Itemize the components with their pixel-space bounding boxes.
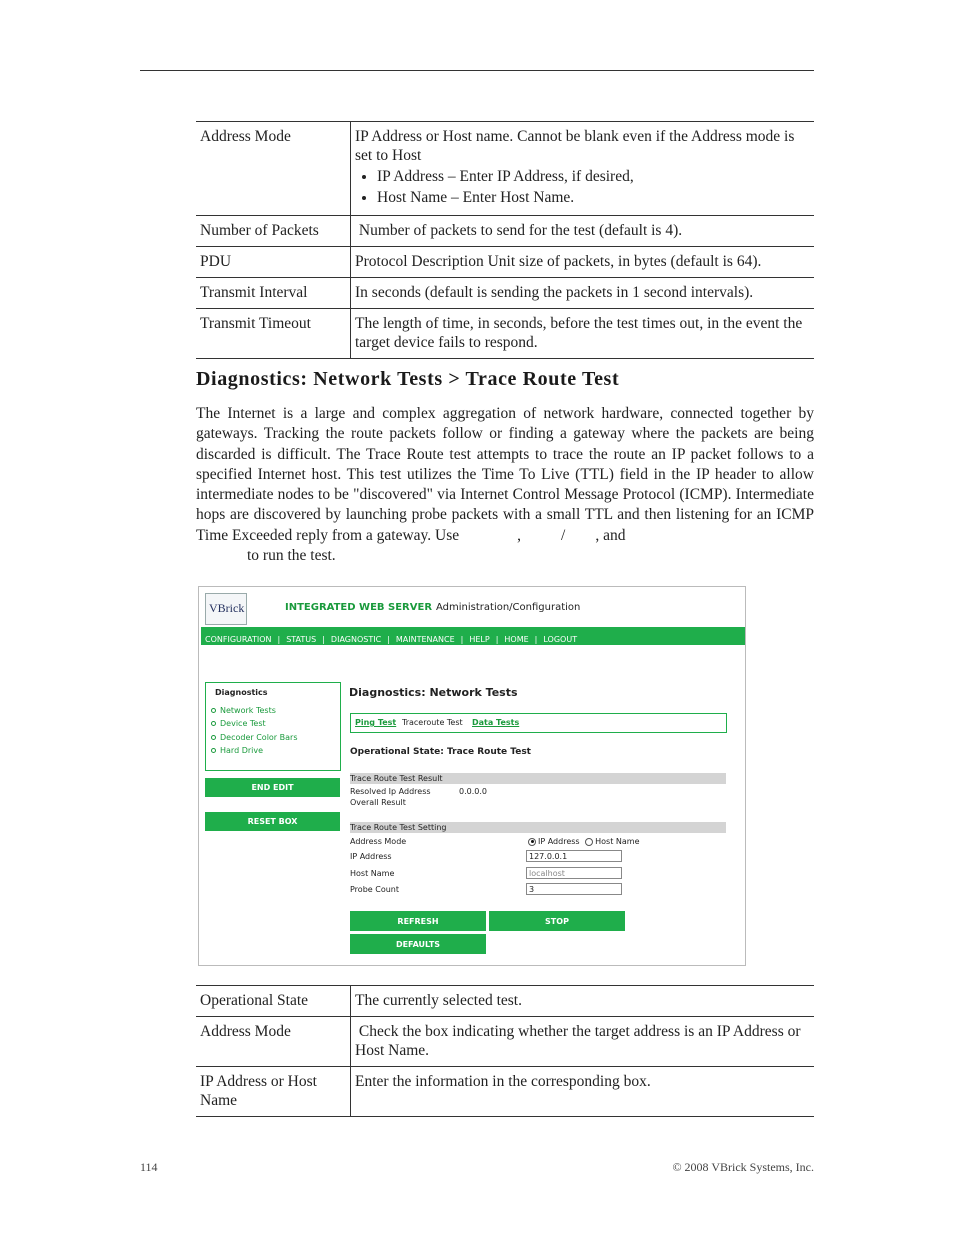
term-cell: Transmit Timeout (196, 309, 351, 359)
term-cell: Transmit Interval (196, 278, 351, 309)
radio-host-label: Host Name (595, 837, 640, 846)
sidebar-item-label: Decoder Color Bars (220, 733, 298, 742)
nav-help[interactable]: HELP (469, 635, 490, 644)
sidebar-item-network-tests[interactable] (211, 706, 276, 715)
term-cell: IP Address or Host Name (196, 1067, 351, 1117)
setting-header-label: Trace Route Test Setting (350, 823, 447, 832)
reset-box-button[interactable]: RESET BOX (205, 812, 340, 831)
description-cell: Protocol Description Unit size of packets, in bytes (default is 64). (355, 253, 762, 270)
table-row (196, 122, 814, 216)
body-paragraph (196, 404, 814, 566)
sidebar-title: Diagnostics (215, 688, 268, 697)
list-item: • IP Address – Enter IP Address, if desired, (377, 167, 810, 186)
end-edit-button[interactable]: END EDIT (205, 778, 340, 797)
sidebar-item-hard-drive[interactable] (211, 746, 263, 755)
nav-configuration[interactable]: CONFIGURATION (205, 635, 272, 644)
page-title: Diagnostics: Network Tests (349, 686, 518, 699)
term-cell: Number of Packets (196, 216, 351, 247)
setting-header (350, 822, 726, 833)
probe-count-label: Probe Count (350, 885, 399, 894)
nav-logout[interactable]: LOGOUT (543, 635, 578, 644)
radio-ip-label: IP Address (538, 837, 580, 846)
address-mode-label: Address Mode (350, 837, 407, 846)
description-cell: The currently selected test. (355, 992, 522, 1009)
operational-state: Operational State: Trace Route Test (350, 747, 531, 757)
app-subtitle: Administration/Configuration (436, 602, 581, 613)
field-table (196, 985, 814, 1117)
copyright: © 2008 VBrick Systems, Inc. (672, 1160, 814, 1174)
section-heading: Diagnostics: Network Tests > Trace Route Test (196, 368, 620, 390)
table-row (196, 278, 814, 309)
table-row (196, 247, 814, 278)
defaults-button[interactable]: DEFAULTS (350, 934, 486, 954)
parameter-table (196, 121, 814, 359)
description-cell: The length of time, in seconds, before the test times out, in the event the target device fails to respond. (355, 315, 803, 351)
host-name-input[interactable]: localhost (526, 867, 622, 879)
refresh-button[interactable]: REFRESH (350, 911, 486, 931)
description-text: IP Address or Host name. Cannot be blank even if the Address mode is set to Host (355, 128, 795, 164)
radio-host-name[interactable] (585, 838, 593, 846)
nav-diagnostic[interactable]: DIAGNOSTIC (330, 635, 382, 644)
table-row (196, 986, 814, 1017)
term-cell: Address Mode (196, 1017, 351, 1067)
host-name-label: Host Name (350, 869, 395, 878)
body-text-slash: / (561, 526, 566, 544)
sidebar-item-device-test[interactable] (211, 719, 266, 728)
result-header (350, 773, 726, 784)
ip-address-input[interactable]: 127.0.0.1 (526, 850, 622, 862)
body-text-and: , and (595, 526, 626, 544)
table-row (196, 216, 814, 247)
nav-maintenance[interactable]: MAINTENANCE (395, 635, 455, 644)
body-text-end: to run the test. (247, 547, 336, 565)
bullet-icon (211, 708, 216, 713)
nav-status[interactable]: STATUS (286, 635, 317, 644)
description-cell (351, 122, 815, 216)
body-text: The Internet is a large and complex aggregation of network hardware, connected together by gateways. Tracking the route packets follow or finding a gateway where the packets are being discarded is difficult. The Trace Route test attempts to trace the route an IP packet follows to a specified Internet host. This test utilizes the Time To Live (TTL) field in the IP header to allow intermediate nodes to be "discovered" via Internet Control Message Protocol (ICMP). Intermediate hops are discovered by launching probe packets with a small TTL and then listening for an ICMP Time Exceeded reply from a gateway. Use (196, 405, 814, 544)
term-cell: PDU (196, 247, 351, 278)
table-row (196, 1067, 814, 1117)
address-mode-radios (528, 837, 640, 846)
radio-ip-address[interactable] (528, 838, 536, 846)
description-cell: Check the box indicating whether the target address is an IP Address or Host Name. (355, 1023, 805, 1059)
description-cell: Number of packets to send for the test (default is 4). (355, 222, 683, 239)
description-cell: Enter the information in the corresponding box. (355, 1073, 651, 1090)
nav-home[interactable]: HOME (504, 635, 529, 644)
sidebar-item-decoder-color-bars[interactable] (211, 733, 297, 742)
web-server-screenshot (198, 586, 746, 966)
description-cell: In seconds (default is sending the packets in 1 second intervals). (355, 284, 754, 301)
tab-traceroute-test: Traceroute Test (402, 718, 463, 727)
resolved-ip-label: Resolved Ip Address (350, 787, 431, 796)
sidebar-item-label: Network Tests (220, 706, 276, 715)
term-cell: Address Mode (196, 122, 351, 216)
app-title: INTEGRATED WEB SERVER (285, 602, 433, 613)
probe-count-input[interactable]: 3 (526, 883, 622, 895)
term-cell: Operational State (196, 986, 351, 1017)
bullet-list (355, 167, 810, 207)
list-item: • Host Name – Enter Host Name. (377, 188, 810, 207)
table-row (196, 1017, 814, 1067)
vbrick-logo (205, 593, 247, 625)
overall-result-label: Overall Result (350, 798, 406, 807)
tab-data-tests[interactable]: Data Tests (472, 718, 520, 727)
sidebar-item-label: Device Test (220, 719, 266, 728)
ip-address-label: IP Address (350, 852, 392, 861)
bullet-icon (211, 721, 216, 726)
table-row (196, 309, 814, 359)
resolved-ip-value: 0.0.0.0 (459, 787, 487, 796)
header-rule (140, 70, 814, 71)
page-number: 114 (140, 1160, 158, 1174)
sidebar-item-label: Hard Drive (220, 746, 264, 755)
bullet-icon (211, 735, 216, 740)
nav-bar: CONFIGURATION | STATUS | DIAGNOSTIC | MAINTENANCE | HELP | HOME | LOGOUT (201, 627, 745, 645)
result-header-label: Trace Route Test Result (350, 774, 443, 783)
stop-button[interactable]: STOP (489, 911, 625, 931)
tab-ping-test[interactable]: Ping Test (355, 718, 397, 727)
logo-text: VBrick (209, 601, 245, 615)
body-text-comma: , (517, 526, 521, 544)
bullet-icon (211, 748, 216, 753)
